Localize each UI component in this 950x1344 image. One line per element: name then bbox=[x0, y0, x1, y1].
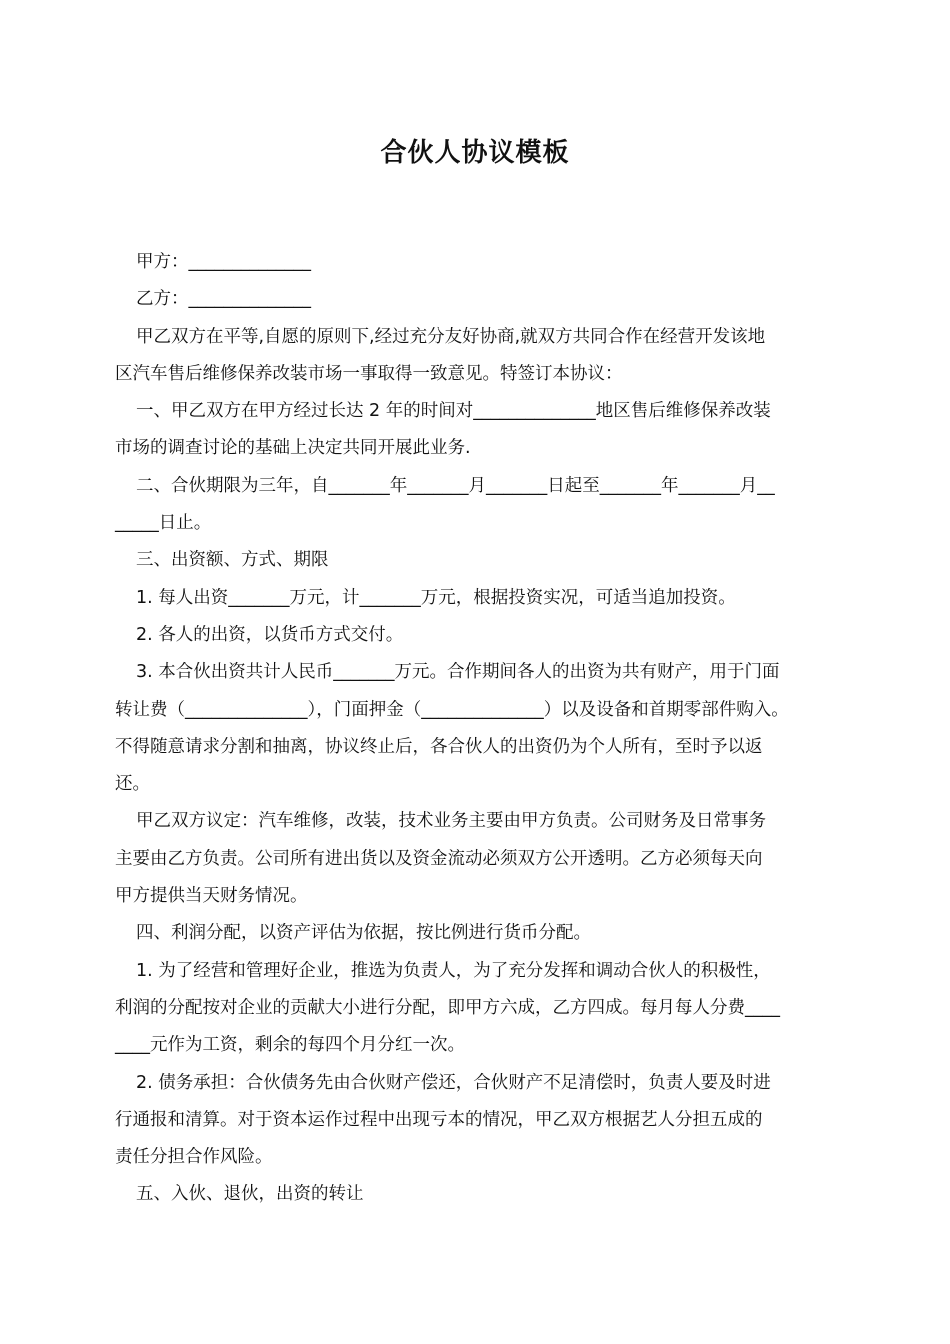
clause-4-item-1: ____元作为工资，剩余的每四个月分红一次。 bbox=[115, 1035, 465, 1056]
document-title: 合伙人协议模板 bbox=[380, 138, 570, 168]
agreement-paragraph: 甲乙双方议定：汽车维修，改装，技术业务主要由甲方负责。公司财务及日常事务 bbox=[136, 811, 766, 832]
paragraph-line: 区汽车售后维修保养改装市场一事取得一致意见。特签订本协议： bbox=[115, 363, 623, 384]
agreement-paragraph: 主要由乙方负责。公司所有进出货以及资金流动必须双方公开透明。乙方必须每天向 bbox=[115, 848, 763, 869]
clause-3-item-3: 不得随意请求分割和抽离，协议终止后，各合伙人的出资仍为个人所有，至时予以返 bbox=[115, 736, 763, 757]
clause-5-heading: 五、入伙、退伙，出资的转让 bbox=[136, 1184, 364, 1205]
clause-1-line: 市场的调查讨论的基础上决定共同开展此业务. bbox=[115, 438, 471, 459]
clause-4-item-1: 利润的分配按对企业的贡献大小进行分配，即甲方六成，乙方四成。每月每人分费____ bbox=[115, 997, 780, 1018]
clause-3-item-1: 1. 每人出资_______万元，计_______万元，根据投资实况，可适当追加投资。 bbox=[136, 587, 736, 608]
clause-3-item-3: 还。 bbox=[115, 774, 150, 795]
party-a-line: 甲方：______________ bbox=[136, 252, 311, 272]
clause-4-item-2: 行通报和清算。对于资本运作过程中出现亏本的情况，甲乙双方根据艺人分担五成的 bbox=[115, 1109, 763, 1130]
clause-2-line: 二、合伙期限为三年，自_______年_______月_______日起至_______年_______月__ bbox=[136, 475, 775, 496]
party-b-line: 乙方：______________ bbox=[136, 289, 311, 310]
agreement-paragraph: 甲方提供当天财务情况。 bbox=[115, 886, 308, 907]
clause-1-line: 一、甲乙双方在甲方经过长达 2 年的时间对______________地区售后维修保养改装 bbox=[136, 401, 771, 422]
document-body bbox=[115, 244, 837, 1214]
clause-4-item-2: 2. 债务承担：合伙债务先由合伙财产偿还，合伙财产不足清偿时，负责人要及时进 bbox=[136, 1072, 771, 1093]
clause-2-line: _____日止。 bbox=[115, 513, 212, 534]
clause-3-item-3: 转让费（______________），门面押金（______________）以及设备和首期零部件购入。 bbox=[115, 699, 789, 720]
paragraph-line: 甲乙双方在平等,自愿的原则下,经过充分友好协商,就双方共同合作在经营开发该地 bbox=[136, 326, 766, 347]
clause-4-item-1: 1. 为了经营和管理好企业，推选为负责人，为了充分发挥和调动合伙人的积极性， bbox=[136, 960, 771, 981]
clause-4-item-2: 责任分担合作风险。 bbox=[115, 1147, 273, 1168]
clause-3-heading: 三、出资额、方式、期限 bbox=[136, 550, 329, 571]
clause-3-item-2: 2. 各人的出资，以货币方式交付。 bbox=[136, 624, 404, 645]
clause-4-heading: 四、利润分配，以资产评估为依据，按比例进行货币分配。 bbox=[136, 923, 591, 944]
clause-3-item-3: 3. 本合伙出资共计人民币_______万元。合作期间各人的出资为共有财产，用于门面 bbox=[136, 662, 780, 683]
